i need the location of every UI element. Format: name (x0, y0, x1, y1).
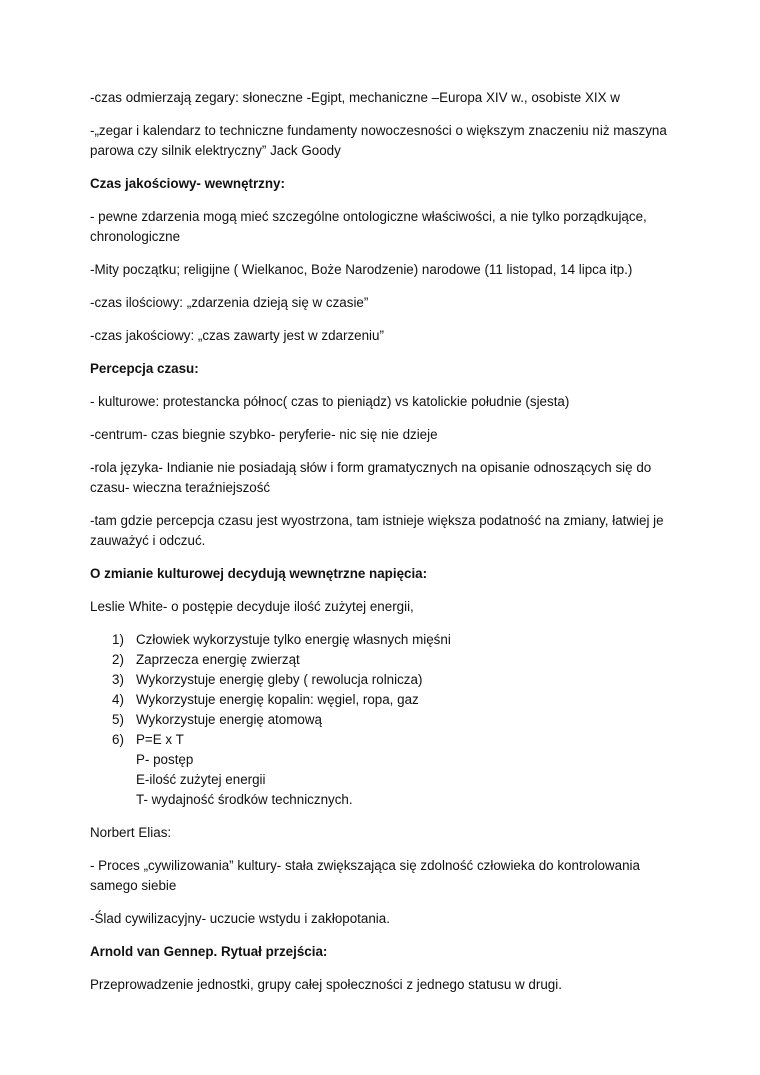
quality-time-item: -czas ilościowy: „zdarzenia dzieją się w czasie” (90, 295, 369, 310)
list-item-text: Wykorzystuje energię gleby ( rewolucja rolnicza) (136, 672, 423, 687)
perception-item: - kulturowe: protestancka północ( czas to pieniądz) vs katolickie południe (sjesta) (90, 394, 570, 409)
list-item (90, 690, 680, 710)
heading-cultural-change: O zmianie kulturowej decydują wewnętrzne napięcia: (90, 566, 428, 581)
perception-item: -tam gdzie percepcja czasu jest wyostrzona, tam istnieje większa podatność na zmiany, łatwiej je zauważyć i odczuć. (90, 513, 664, 548)
quality-time-item: - pewne zdarzenia mogą mieć szczególne ontologiczne właściwości, a nie tylko porządkujące, chronologiczne (90, 209, 647, 244)
list-item (90, 650, 680, 670)
elias-label: Norbert Elias: (90, 825, 172, 840)
list-item-number: 2) (112, 652, 124, 667)
list-item (90, 730, 680, 750)
list-item (90, 710, 680, 730)
list-item (90, 630, 680, 650)
quality-time-item: -czas jakościowy: „czas zawarty jest w zdarzeniu” (90, 328, 384, 343)
white-energy-list (90, 630, 680, 810)
heading-perception: Percepcja czasu: (90, 361, 199, 376)
elias-item: - Proces „cywilizowania” kultury- stała zwiększająca się zdolność człowieka do kontrolowania samego siebie (90, 858, 640, 893)
list-item-number: 3) (112, 672, 124, 687)
perception-item: -rola języka- Indianie nie posiadają słów i form gramatycznych na opisanie odnoszących się do czasu- wieczna teraźniejszość (90, 460, 652, 495)
formula-legend-line: E-ilość zużytej energii (136, 772, 266, 787)
white-intro: Leslie White- o postępie decyduje ilość zużytej energii, (90, 599, 414, 614)
paragraph-goody-quote: -„zegar i kalendarz to techniczne fundamenty nowoczesności o większym znaczeniu niż maszyna parowa czy silnik elektryczny” Jack Goody (90, 123, 667, 158)
document-body (90, 88, 680, 1008)
list-item-number: 4) (112, 692, 124, 707)
list-item-text: Człowiek wykorzystuje tylko energię własnych mięśni (136, 632, 451, 647)
elias-item: -Ślad cywilizacyjny- uczucie wstydu i zakłopotania. (90, 911, 390, 926)
list-item-text: P=E x T (136, 732, 184, 747)
list-item-number: 6) (112, 732, 124, 747)
list-item-number: 1) (112, 632, 124, 647)
list-item-text: Wykorzystuje energię atomową (136, 712, 322, 727)
heading-gennep: Arnold van Gennep. Rytuał przejścia: (90, 944, 328, 959)
quality-time-item: -Mity początku; religijne ( Wielkanoc, Boże Narodzenie) narodowe (11 listopad, 14 lipca itp.) (90, 262, 633, 277)
formula-legend-line: P- postęp (136, 752, 194, 767)
list-item-text: Wykorzystuje energię kopalin: węgiel, ropa, gaz (136, 692, 419, 707)
perception-item: -centrum- czas biegnie szybko- peryferie- nic się nie dzieje (90, 427, 438, 442)
gennep-text: Przeprowadzenie jednostki, grupy całej społeczności z jednego statusu w drugi. (90, 977, 562, 992)
heading-quality-time: Czas jakościowy- wewnętrzny: (90, 176, 285, 191)
list-item-text: Zaprzecza energię zwierząt (136, 652, 300, 667)
formula-legend-line: T- wydajność środków technicznych. (136, 792, 353, 807)
list-item-number: 5) (112, 712, 124, 727)
list-item (90, 670, 680, 690)
paragraph-clocks: -czas odmierzają zegary: słoneczne -Egipt, mechaniczne –Europa XIV w., osobiste XIX w (90, 90, 620, 105)
